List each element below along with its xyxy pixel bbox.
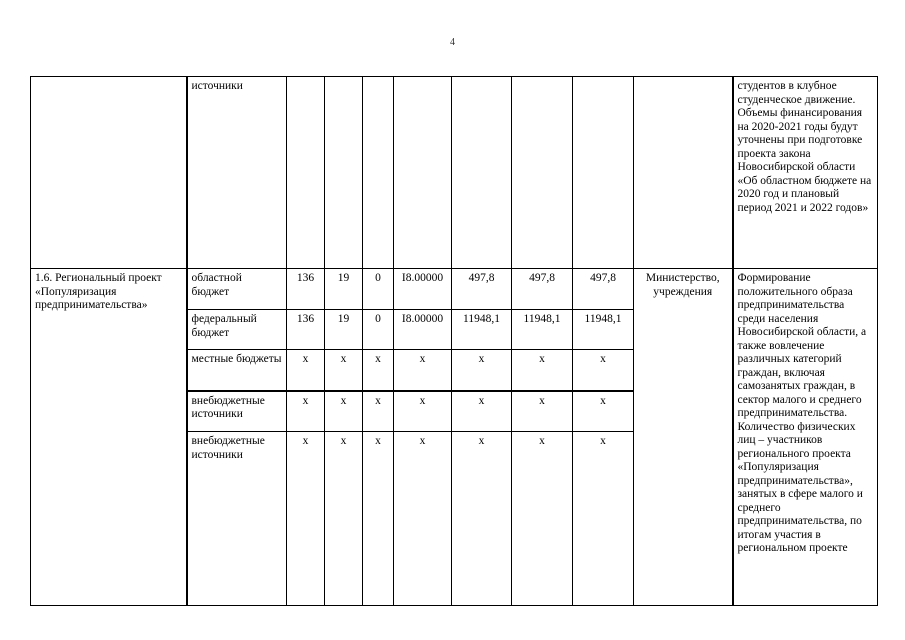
value-cell: х xyxy=(287,350,325,391)
value-cell: I8.00000 xyxy=(394,269,452,310)
source-cell xyxy=(187,269,287,310)
value-cell: 11948,1 xyxy=(573,310,634,350)
result-cell xyxy=(733,77,878,269)
value-cell: х xyxy=(512,350,573,391)
value-cell xyxy=(452,77,512,269)
value-cell: х xyxy=(452,391,512,432)
value-cell: 497,8 xyxy=(452,269,512,310)
source-cell xyxy=(187,350,287,391)
value-cell: 11948,1 xyxy=(512,310,573,350)
value-cell: х xyxy=(573,350,634,391)
value-cell: 136 xyxy=(287,310,325,350)
value-cell xyxy=(394,77,452,269)
source-cell xyxy=(187,432,287,606)
executor-cell xyxy=(634,269,733,606)
value-cell: 136 xyxy=(287,269,325,310)
result-text: студентов в клубное студенческое движение. Объемы финансирования на 2020-2021 годы будут уточнены при подготовке проекта закона Новосибирской области «Об областном бюджете на 2020 год и плановый период 2021 и 2022 годов» xyxy=(737,80,872,214)
value-cell: 0 xyxy=(363,269,394,310)
value-cell: х xyxy=(325,391,363,432)
result-text: Формирование положительного образа предпринимательства среди населения Новосибирской области, а также вовлечение различных категорий граждан, включая самозанятых граждан, в сектор малого и среднего предпринимательства. Количество физических лиц – участников регионального проекта «Популяризация предпринимательства», занятых в сфере малого и среднего предпринимательства, по итогам участия в региональном проекте xyxy=(737,272,867,554)
source-label: внебюджетные источники xyxy=(191,394,265,420)
value-cell: х xyxy=(325,350,363,391)
budget-table xyxy=(30,76,878,606)
table-row xyxy=(31,77,878,269)
source-cell xyxy=(187,77,287,269)
value-cell xyxy=(363,77,394,269)
value-cell: 0 xyxy=(363,310,394,350)
value-cell: х xyxy=(363,432,394,606)
value-cell xyxy=(512,77,573,269)
value-cell: х xyxy=(573,391,634,432)
value-cell xyxy=(325,77,363,269)
value-cell: х xyxy=(325,432,363,606)
value-cell: х xyxy=(452,432,512,606)
value-cell: х xyxy=(363,350,394,391)
source-label: федеральный бюджет xyxy=(191,313,257,339)
value-cell: х xyxy=(287,391,325,432)
page-number: 4 xyxy=(450,37,455,48)
executor-cell xyxy=(634,77,733,269)
source-label: внебюджетные источники xyxy=(191,435,265,461)
value-cell: х xyxy=(394,432,452,606)
value-cell: 19 xyxy=(325,310,363,350)
value-cell: х xyxy=(394,391,452,432)
value-cell xyxy=(573,77,634,269)
value-cell: 497,8 xyxy=(512,269,573,310)
value-cell: х xyxy=(452,350,512,391)
executor-text: Министерство, учреждения xyxy=(645,272,720,298)
value-cell: х xyxy=(363,391,394,432)
source-label: местные бюджеты xyxy=(191,353,282,365)
value-cell xyxy=(287,77,325,269)
project-name-cell xyxy=(31,269,187,606)
value-cell: х xyxy=(287,432,325,606)
value-cell: х xyxy=(512,391,573,432)
source-label: областной бюджет xyxy=(191,272,242,298)
source-cell xyxy=(187,391,287,432)
source-label: источники xyxy=(191,80,243,92)
value-cell: 497,8 xyxy=(573,269,634,310)
result-cell xyxy=(733,269,878,606)
table-row xyxy=(31,269,878,310)
project-name-cell xyxy=(31,77,187,269)
value-cell: х xyxy=(394,350,452,391)
value-cell: х xyxy=(512,432,573,606)
value-cell: 11948,1 xyxy=(452,310,512,350)
project-name: 1.6. Региональный проект «Популяризация предпринимательства» xyxy=(35,272,162,311)
value-cell: х xyxy=(573,432,634,606)
value-cell: I8.00000 xyxy=(394,310,452,350)
source-cell xyxy=(187,310,287,350)
value-cell: 19 xyxy=(325,269,363,310)
